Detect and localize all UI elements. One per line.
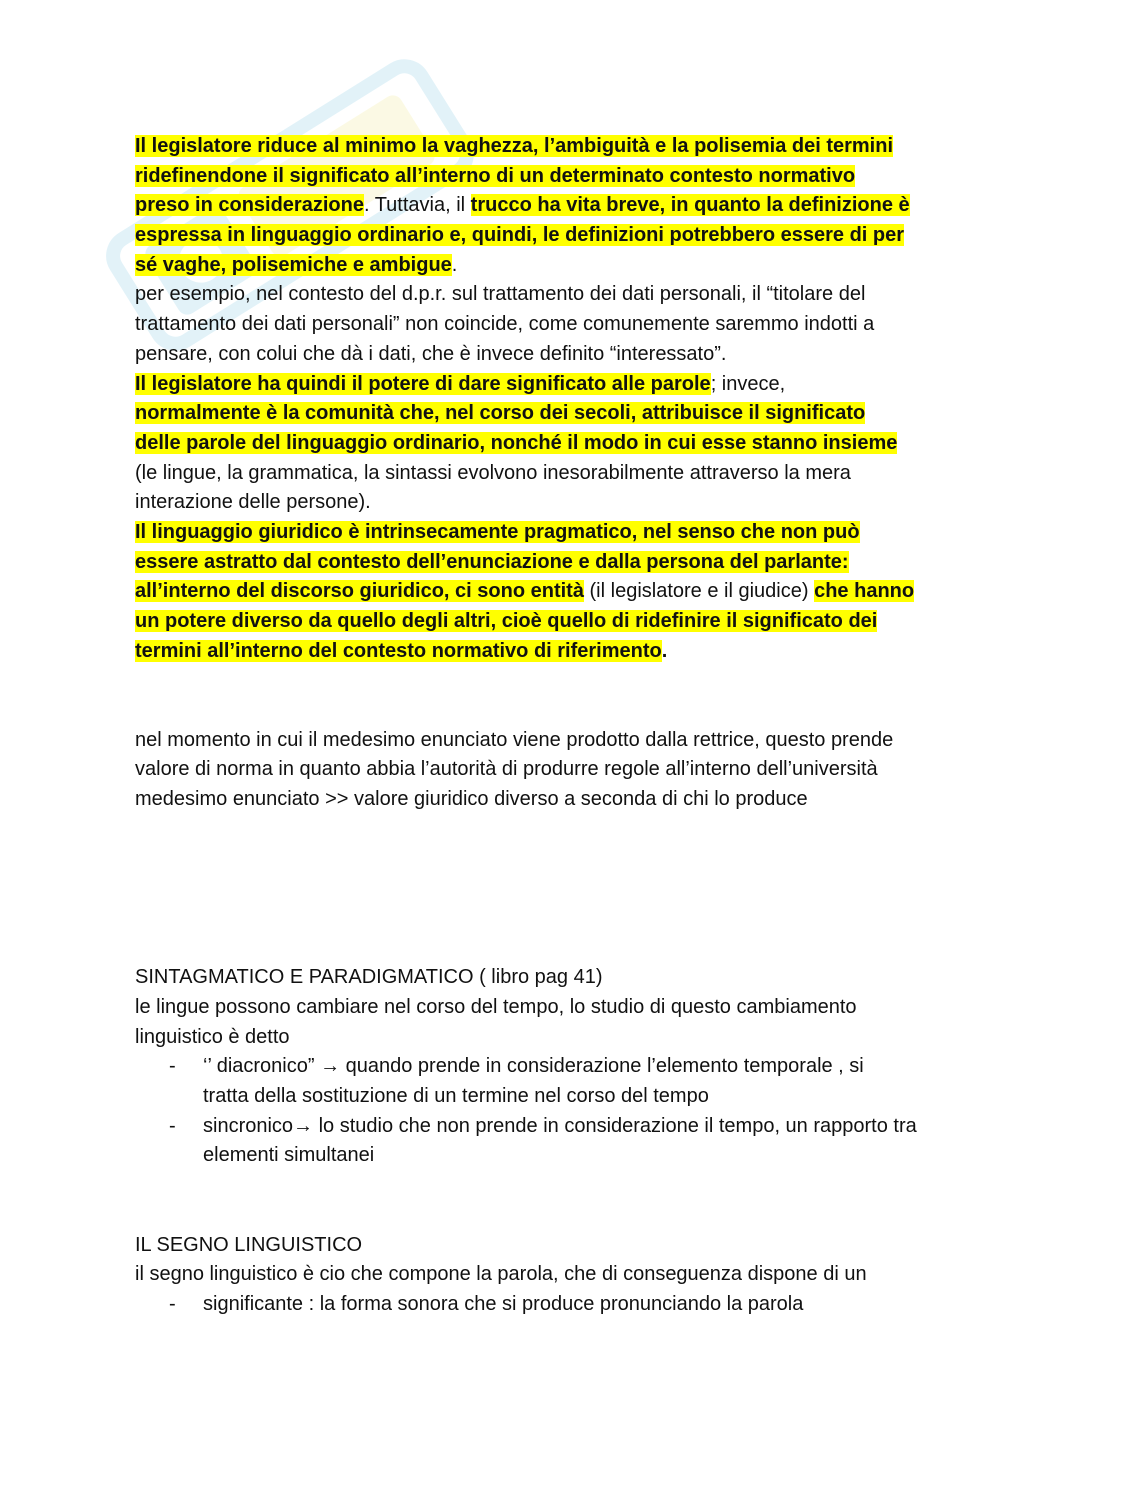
spacer xyxy=(135,666,1025,725)
highlighted-text: preso in considerazione xyxy=(135,194,364,217)
text-line: le lingue possono cambiare nel corso del tempo, lo studio di questo cambiamento xyxy=(135,996,857,1019)
text-line xyxy=(135,429,1025,459)
highlighted-text: trucco ha vita breve, in quanto la definizione è xyxy=(470,194,910,217)
highlighted-text: normalmente è la comunità che, nel corso dei secoli, attribuisce il significato xyxy=(135,402,866,425)
list-item xyxy=(135,1052,1025,1082)
plain-text: . xyxy=(661,639,668,662)
dash-bullet: - xyxy=(169,1055,176,1078)
text-line xyxy=(135,577,1025,607)
highlighted-text: Il legislatore riduce al minimo la vaghezza, l’ambiguità e la polisemia dei termini xyxy=(135,135,894,157)
section-heading: IL SEGNO LINGUISTICO xyxy=(135,1233,363,1256)
text-line xyxy=(135,399,1025,429)
highlighted-text: che hanno xyxy=(814,580,915,603)
plain-text: . xyxy=(451,253,458,276)
document-page xyxy=(135,132,1025,1320)
highlighted-text: espressa in linguaggio ordinario e, quindi, le definizioni potrebbero essere di per xyxy=(135,224,905,247)
text-line: valore di norma in quanto abbia l’autorità di produrre regole all’interno dell’università xyxy=(135,758,878,781)
text-line xyxy=(135,637,1025,667)
text-line: trattamento dei dati personali” non coincide, come comunemente saremmo indotti a xyxy=(135,313,875,336)
text-line: (le lingue, la grammatica, la sintassi evolvono inesorabilmente attraverso la mera xyxy=(135,461,851,484)
text-line xyxy=(135,518,1025,548)
list-item-text: ‘’ diacronico” → quando prende in considerazione l’elemento temporale , si xyxy=(203,1055,864,1078)
list-item xyxy=(135,1112,1025,1142)
plain-text: (il legislatore e il giudice) xyxy=(583,580,815,603)
highlighted-text: un potere diverso da quello degli altri, cioè quello di ridefinire il significato dei xyxy=(135,610,878,632)
highlighted-text: Il linguaggio giuridico è intrinsecamente pragmatico, nel senso che non può xyxy=(135,520,860,543)
section-heading: SINTAGMATICO E PARADIGMATICO ( libro pag 41) xyxy=(135,966,603,989)
list-item xyxy=(135,1290,1025,1320)
spacer xyxy=(135,815,1025,964)
text-line: il segno linguistico è cio che compone la parola, che di conseguenza dispone di un xyxy=(135,1263,867,1286)
text-line: interazione delle persone). xyxy=(135,491,371,514)
highlighted-text: all’interno del discorso giuridico, ci sono entità xyxy=(135,580,584,603)
highlighted-text: delle parole del linguaggio ordinario, nonché il modo in cui esse stanno insieme xyxy=(135,431,898,454)
highlighted-text: sé vaghe, polisemiche e ambigue xyxy=(135,253,452,276)
text-line xyxy=(135,370,1025,400)
text-line: per esempio, nel contesto del d.p.r. sul trattamento dei dati personali, il “titolare del xyxy=(135,283,866,306)
text-line xyxy=(135,191,1025,221)
highlighted-text: Il legislatore ha quindi il potere di dare significato alle parole xyxy=(135,372,711,395)
highlighted-text: termini all’interno del contesto normativo di riferimento xyxy=(135,639,662,662)
text-line xyxy=(135,132,1025,162)
list-item-continuation: elementi simultanei xyxy=(203,1144,375,1167)
highlighted-text: essere astratto dal contesto dell’enunciazione e dalla persona del parlante: xyxy=(135,550,849,573)
text-line xyxy=(135,607,1025,637)
text-line xyxy=(135,548,1025,578)
text-line xyxy=(135,162,1025,192)
text-line: medesimo enunciato >> valore giuridico diverso a seconda di chi lo produce xyxy=(135,788,808,811)
text-line: nel momento in cui il medesimo enunciato viene prodotto dalla rettrice, questo prende xyxy=(135,728,894,751)
highlighted-text: ridefinendone il significato all’interno di un determinato contesto normativo xyxy=(135,164,856,187)
list-item-text: significante : la forma sonora che si produce pronunciando la parola xyxy=(203,1292,804,1315)
dash-bullet: - xyxy=(169,1114,176,1137)
list-item-continuation: tratta della sostituzione di un termine nel corso del tempo xyxy=(203,1085,709,1108)
text-line: pensare, con colui che dà i dati, che è invece definito “interessato”. xyxy=(135,342,727,365)
text-line xyxy=(135,221,1025,251)
dash-bullet: - xyxy=(169,1292,176,1315)
spacer xyxy=(135,1171,1025,1230)
plain-text: . Tuttavia, il xyxy=(363,194,471,217)
plain-text: ; invece, xyxy=(710,372,786,395)
text-line xyxy=(135,251,1025,281)
list-item-text: sincronico→ lo studio che non prende in considerazione il tempo, un rapporto tra xyxy=(203,1114,917,1137)
text-line: linguistico è detto xyxy=(135,1025,290,1048)
